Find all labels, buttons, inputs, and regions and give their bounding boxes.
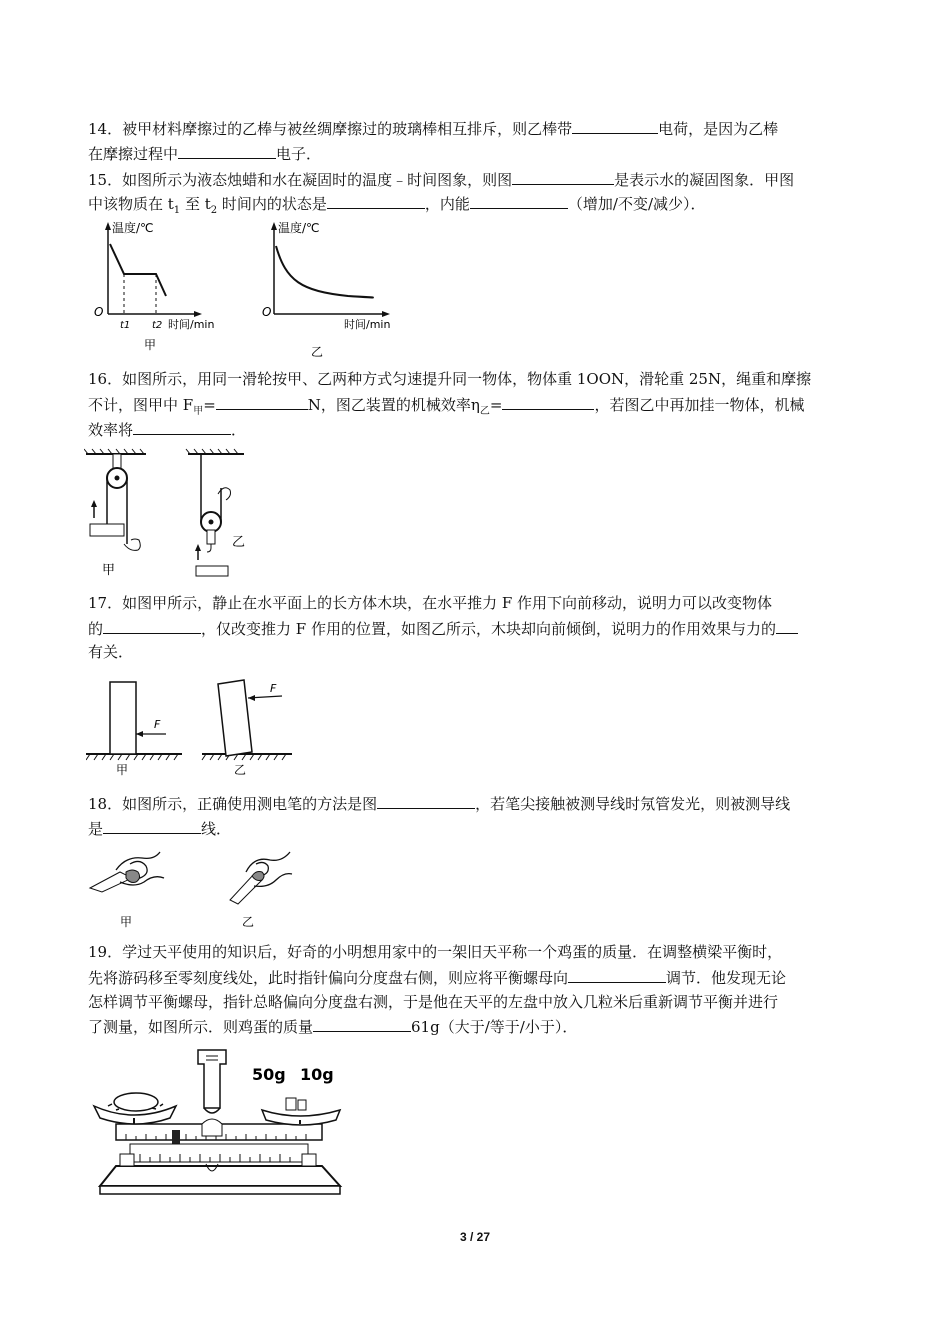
q19-balance-figure	[86, 1044, 350, 1204]
origin-label-a: O	[94, 305, 104, 319]
q19-line-1: 19．学过天平使用的知识后，好奇的小明想用家中的一架旧天平称一个鸡蛋的质量．在调整横梁平衡时，	[88, 943, 783, 961]
x-axis-label-b: 时间/min	[344, 318, 391, 331]
answer-blank[interactable]	[216, 394, 308, 410]
q14-line-1: 14．被甲材料摩擦过的乙棒与被丝绸摩擦过的玻璃棒相互排斥，则乙棒带 电荷，是因为乙棒	[88, 120, 779, 138]
force-label-a: F	[154, 718, 161, 731]
answer-blank[interactable]	[512, 169, 614, 185]
q15-line-2: 中该物质在 $t_1$ 至 $t_2$ 时间内的状态是 ，内能 （增加/不变/减少）．	[88, 195, 706, 216]
origin-label-b: O	[262, 305, 272, 319]
weight-50g-label: 50g	[252, 1065, 286, 1084]
q15-figure	[86, 216, 406, 366]
caption-jia: 甲	[116, 763, 129, 777]
q19-line-2: 先将游码移至零刻度线处，此时指针偏向分度盘右侧，则应将平衡螺母向 调节．他发现无论	[88, 969, 787, 987]
force-label-b: F	[270, 682, 277, 695]
caption-yi: 乙	[232, 535, 246, 550]
answer-blank[interactable]	[103, 818, 201, 834]
caption-yi: 乙	[311, 345, 324, 359]
y-axis-label-b: 温度/℃	[278, 221, 320, 235]
q18-line-1: 18．如图所示，正确使用测电笔的方法是图 ，若笔尖接触被测导线时氖管发光，则被测导线	[88, 795, 791, 813]
q17-line-1: 17．如图甲所示，静止在水平面上的长方体木块，在水平推力 F 作用下向前移动，说明力可以改变物体	[88, 594, 773, 612]
caption-jia: 甲	[144, 338, 157, 352]
answer-blank[interactable]	[568, 967, 666, 983]
q19-line-4: 了测量，如图所示．则鸡蛋的质量 61g（大于/等于/小于）．	[88, 1018, 578, 1036]
answer-blank[interactable]	[313, 1016, 411, 1032]
q16-figure	[84, 448, 254, 584]
page-number: 3 / 27	[459, 1230, 491, 1244]
q18-figure	[86, 842, 306, 938]
q17-line-2: 的 ，仅改变推力 F 作用的位置，如图乙所示，木块却向前倾倒，说明力的作用效果与力的	[88, 618, 798, 639]
caption-jia: 甲	[102, 563, 116, 578]
q14-line-2: 在摩擦过程中 电子．	[88, 145, 322, 163]
answer-blank[interactable]	[103, 618, 201, 634]
caption-yi: 乙	[242, 915, 255, 929]
t1-label: t1	[120, 320, 131, 331]
answer-blank[interactable]	[133, 419, 231, 435]
q17-line-3: 有关．	[88, 643, 134, 661]
answer-blank[interactable]	[327, 193, 425, 209]
y-axis-label-a: 温度/℃	[112, 221, 154, 235]
answer-blank[interactable]	[502, 394, 594, 410]
caption-jia: 甲	[120, 915, 133, 929]
answer-blank[interactable]	[572, 118, 658, 134]
q16-line-1: 16．如图所示，用同一滑轮按甲、乙两种方式匀速提升同一物体，物体重 1OON，滑轮重 25N，绳重和摩擦	[88, 370, 812, 388]
answer-blank[interactable]	[178, 143, 276, 159]
q15-line-1: 15．如图所示为液态烛蜡和水在凝固时的温度﹣时间图象，则图 是表示水的凝固图象．甲图	[88, 171, 795, 189]
answer-blank[interactable]	[776, 618, 798, 634]
answer-blank[interactable]	[470, 193, 568, 209]
q18-line-2: 是 线．	[88, 820, 232, 838]
answer-blank[interactable]	[377, 793, 475, 809]
weight-10g-label: 10g	[300, 1065, 334, 1084]
q16-line-2: 不计，图甲中 $F_甲= N$，图乙装置的机械效率$\eta_乙=$ ，若图乙中再加挂一物体，机械	[88, 396, 805, 417]
x-axis-label-a: 时间/min	[168, 318, 215, 331]
t2-label: t2	[152, 320, 163, 331]
q16-line-3: 效率将 ．	[88, 421, 247, 439]
caption-yi: 乙	[234, 763, 247, 777]
q19-line-3: 怎样调节平衡螺母，指针总略偏向分度盘右测，于是他在天平的左盘中放入几粒米后重新调节平衡并进行	[88, 993, 779, 1011]
q17-figure	[86, 676, 296, 784]
